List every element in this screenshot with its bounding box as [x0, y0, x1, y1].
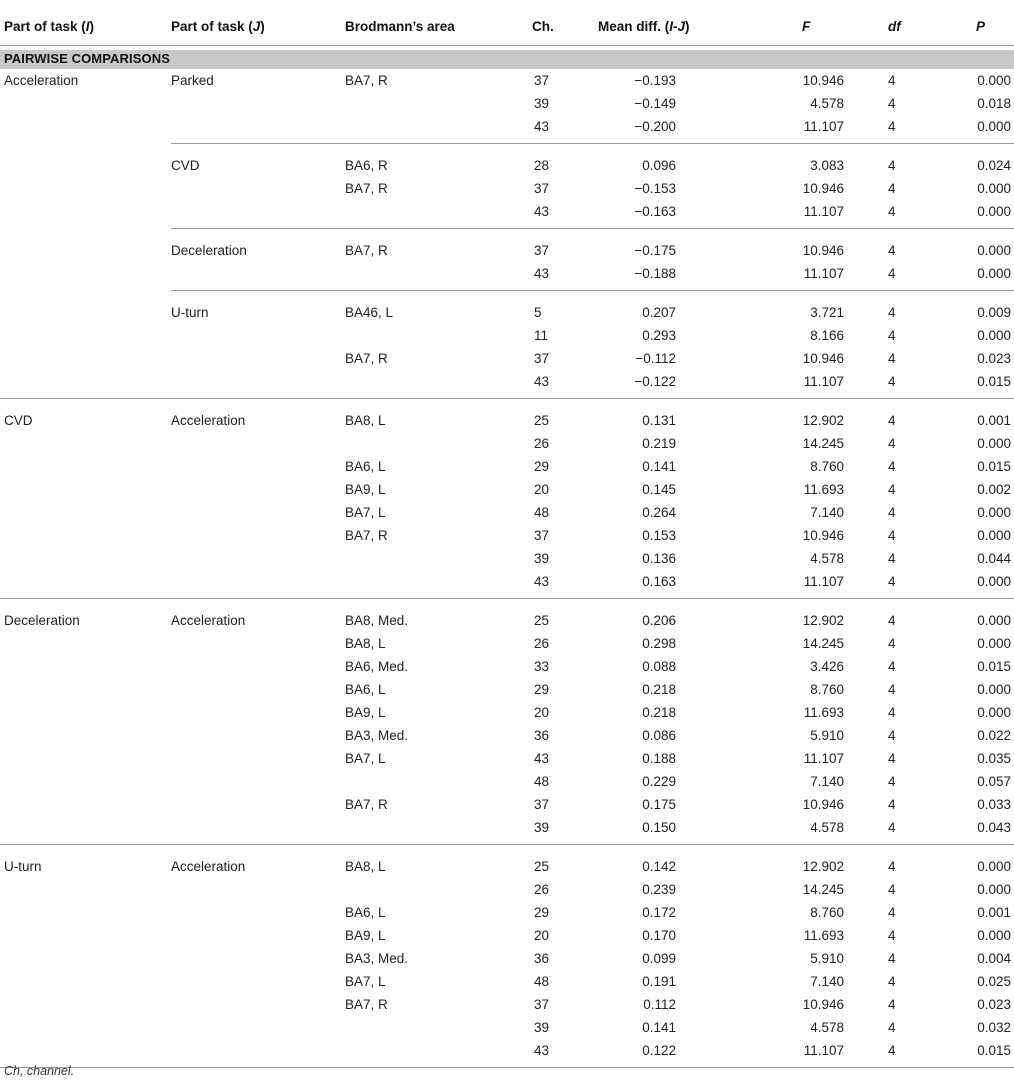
cell-df: 4	[888, 305, 896, 320]
header-brodmann-area: Brodmann’s area	[345, 19, 455, 34]
cell-brodmann-area: BA6, L	[345, 682, 386, 697]
cell-p: 0.015	[977, 659, 1011, 674]
cell-channel: 25	[534, 613, 550, 628]
cell-df: 4	[888, 682, 896, 697]
cell-df: 4	[888, 413, 896, 428]
cell-mean-diff: −0.122	[634, 374, 676, 389]
cell-mean-diff: 0.136	[642, 551, 676, 566]
cell-brodmann-area: BA6, R	[345, 158, 388, 173]
cell-brodmann-area: BA7, L	[345, 505, 386, 520]
cell-mean-diff: 0.206	[642, 613, 676, 628]
cell-p: 0.000	[977, 505, 1011, 520]
cell-mean-diff: 0.142	[642, 859, 676, 874]
cell-mean-diff: −0.175	[634, 243, 676, 258]
section-band	[0, 50, 1014, 69]
cell-p: 0.000	[977, 119, 1011, 134]
cell-brodmann-area: BA7, R	[345, 73, 388, 88]
cell-brodmann-area: BA7, R	[345, 797, 388, 812]
cell-mean-diff: 0.141	[642, 459, 676, 474]
cell-brodmann-area: BA8, L	[345, 859, 386, 874]
cell-p: 0.000	[977, 613, 1011, 628]
cell-mean-diff: 0.096	[642, 158, 676, 173]
cell-f: 8.760	[810, 905, 844, 920]
cell-f: 5.910	[810, 951, 844, 966]
cell-p: 0.043	[977, 820, 1011, 835]
cell-df: 4	[888, 997, 896, 1012]
cell-mean-diff: 0.239	[642, 882, 676, 897]
cell-channel: 36	[534, 951, 550, 966]
cell-df: 4	[888, 820, 896, 835]
cell-df: 4	[888, 659, 896, 674]
cell-part-of-task-i: Acceleration	[4, 73, 79, 88]
cell-brodmann-area: BA8, L	[345, 636, 386, 651]
cell-part-of-task-j: CVD	[171, 158, 200, 173]
cell-brodmann-area: BA7, L	[345, 751, 386, 766]
cell-p: 0.000	[977, 574, 1011, 589]
cell-df: 4	[888, 73, 896, 88]
cell-f: 10.946	[802, 73, 844, 88]
cell-f: 4.578	[810, 820, 844, 835]
header-df: df	[888, 19, 901, 34]
cell-f: 4.578	[810, 551, 844, 566]
cell-channel: 37	[534, 181, 550, 196]
cell-mean-diff: 0.218	[642, 682, 676, 697]
cell-channel: 43	[534, 374, 550, 389]
cell-channel: 25	[534, 859, 550, 874]
cell-df: 4	[888, 951, 896, 966]
cell-p: 0.032	[977, 1020, 1011, 1035]
cell-brodmann-area: BA6, L	[345, 905, 386, 920]
cell-f: 10.946	[802, 997, 844, 1012]
cell-channel: 26	[534, 436, 550, 451]
cell-f: 11.107	[803, 119, 844, 134]
cell-mean-diff: 0.145	[642, 482, 676, 497]
cell-p: 0.000	[977, 682, 1011, 697]
cell-f: 11.107	[803, 266, 844, 281]
cell-p: 0.000	[977, 73, 1011, 88]
cell-channel: 36	[534, 728, 550, 743]
cell-channel: 28	[534, 158, 550, 173]
cell-part-of-task-j: Acceleration	[171, 859, 246, 874]
cell-mean-diff: 0.175	[642, 797, 676, 812]
cell-mean-diff: 0.293	[642, 328, 676, 343]
cell-df: 4	[888, 266, 896, 281]
cell-df: 4	[888, 613, 896, 628]
cell-channel: 48	[534, 774, 550, 789]
header-mean-diff: Mean diff. (I-J)	[598, 19, 690, 34]
cell-f: 11.693	[803, 482, 844, 497]
cell-channel: 11	[534, 328, 549, 343]
cell-mean-diff: 0.163	[642, 574, 676, 589]
cell-mean-diff: 0.219	[642, 436, 676, 451]
cell-f: 11.693	[803, 928, 844, 943]
cell-f: 4.578	[810, 96, 844, 111]
cell-channel: 26	[534, 636, 550, 651]
cell-channel: 37	[534, 797, 550, 812]
cell-channel: 43	[534, 751, 550, 766]
cell-df: 4	[888, 728, 896, 743]
group-rule	[0, 598, 1014, 599]
cell-brodmann-area: BA9, L	[345, 928, 386, 943]
cell-channel: 39	[534, 1020, 550, 1035]
cell-p: 0.024	[977, 158, 1011, 173]
cell-mean-diff: 0.141	[642, 1020, 676, 1035]
cell-p: 0.000	[977, 859, 1011, 874]
cell-channel: 43	[534, 1043, 550, 1058]
cell-channel: 25	[534, 413, 550, 428]
cell-f: 14.245	[802, 636, 844, 651]
cell-df: 4	[888, 797, 896, 812]
cell-df: 4	[888, 505, 896, 520]
cell-brodmann-area: BA3, Med.	[345, 951, 409, 966]
cell-p: 0.000	[977, 436, 1011, 451]
cell-f: 5.910	[810, 728, 844, 743]
cell-p: 0.023	[977, 351, 1011, 366]
cell-df: 4	[888, 328, 896, 343]
cell-part-of-task-i: U-turn	[4, 859, 42, 874]
cell-df: 4	[888, 636, 896, 651]
cell-part-of-task-i: Deceleration	[4, 613, 80, 628]
cell-mean-diff: 0.229	[642, 774, 676, 789]
cell-f: 10.946	[802, 351, 844, 366]
cell-f: 10.946	[802, 181, 844, 196]
cell-p: 0.044	[977, 551, 1011, 566]
cell-f: 7.140	[810, 505, 844, 520]
cell-brodmann-area: BA7, R	[345, 351, 388, 366]
cell-p: 0.025	[977, 974, 1011, 989]
cell-p: 0.000	[977, 528, 1011, 543]
cell-brodmann-area: BA7, L	[345, 974, 386, 989]
cell-mean-diff: 0.172	[642, 905, 676, 920]
cell-p: 0.057	[977, 774, 1011, 789]
cell-df: 4	[888, 528, 896, 543]
cell-channel: 37	[534, 243, 550, 258]
header-part-of-task-i: Part of task (I)	[4, 19, 95, 34]
cell-channel: 29	[534, 459, 550, 474]
cell-mean-diff: 0.086	[642, 728, 676, 743]
cell-brodmann-area: BA7, R	[345, 181, 388, 196]
cell-f: 11.107	[803, 751, 844, 766]
cell-p: 0.035	[977, 751, 1011, 766]
cell-f: 14.245	[802, 436, 844, 451]
cell-p: 0.022	[977, 728, 1011, 743]
cell-mean-diff: 0.150	[642, 820, 676, 835]
cell-df: 4	[888, 859, 896, 874]
cell-channel: 20	[534, 928, 550, 943]
cell-part-of-task-j: Acceleration	[171, 413, 246, 428]
cell-channel: 48	[534, 505, 550, 520]
cell-part-of-task-j: U-turn	[171, 305, 209, 320]
cell-df: 4	[888, 882, 896, 897]
cell-brodmann-area: BA6, L	[345, 459, 386, 474]
cell-f: 7.140	[810, 974, 844, 989]
cell-channel: 37	[534, 351, 550, 366]
cell-f: 8.166	[810, 328, 844, 343]
cell-channel: 43	[534, 266, 550, 281]
cell-p: 0.000	[977, 204, 1011, 219]
cell-part-of-task-i: CVD	[4, 413, 33, 428]
cell-p: 0.002	[977, 482, 1011, 497]
cell-p: 0.004	[977, 951, 1011, 966]
subgroup-rule	[171, 228, 1014, 229]
cell-f: 14.245	[802, 882, 844, 897]
cell-channel: 26	[534, 882, 550, 897]
cell-df: 4	[888, 243, 896, 258]
cell-f: 8.760	[810, 459, 844, 474]
cell-mean-diff: −0.153	[634, 181, 676, 196]
cell-f: 12.902	[802, 613, 844, 628]
cell-p: 0.018	[977, 96, 1011, 111]
subgroup-rule	[171, 143, 1014, 144]
cell-mean-diff: −0.188	[634, 266, 676, 281]
cell-mean-diff: 0.218	[642, 705, 676, 720]
header-f: F	[802, 19, 811, 34]
cell-p: 0.001	[977, 905, 1011, 920]
cell-channel: 5	[534, 305, 542, 320]
cell-brodmann-area: BA8, Med.	[345, 613, 409, 628]
cell-f: 3.426	[810, 659, 844, 674]
cell-channel: 39	[534, 820, 550, 835]
cell-channel: 29	[534, 905, 550, 920]
cell-channel: 37	[534, 528, 550, 543]
header-rule	[0, 45, 1014, 46]
cell-mean-diff: 0.298	[642, 636, 676, 651]
cell-part-of-task-j: Parked	[171, 73, 214, 88]
cell-channel: 20	[534, 705, 550, 720]
cell-brodmann-area: BA6, Med.	[345, 659, 409, 674]
table-footnote: Ch, channel.	[4, 1064, 75, 1078]
cell-mean-diff: 0.264	[642, 505, 676, 520]
cell-mean-diff: 0.088	[642, 659, 676, 674]
cell-mean-diff: 0.170	[642, 928, 676, 943]
cell-f: 4.578	[810, 1020, 844, 1035]
cell-p: 0.000	[977, 705, 1011, 720]
cell-mean-diff: 0.153	[642, 528, 676, 543]
cell-p: 0.000	[977, 928, 1011, 943]
cell-p: 0.000	[977, 328, 1011, 343]
header-p: P	[976, 19, 986, 34]
cell-mean-diff: −0.112	[635, 351, 676, 366]
cell-channel: 43	[534, 574, 550, 589]
cell-brodmann-area: BA9, L	[345, 705, 386, 720]
cell-df: 4	[888, 574, 896, 589]
cell-df: 4	[888, 482, 896, 497]
section-label: PAIRWISE COMPARISONS	[4, 51, 170, 66]
table-bottom-rule	[0, 1067, 1014, 1068]
cell-f: 10.946	[802, 243, 844, 258]
cell-p: 0.001	[977, 413, 1011, 428]
cell-f: 12.902	[802, 413, 844, 428]
cell-p: 0.015	[977, 374, 1011, 389]
cell-df: 4	[888, 905, 896, 920]
cell-df: 4	[888, 374, 896, 389]
cell-p: 0.000	[977, 882, 1011, 897]
cell-f: 7.140	[810, 774, 844, 789]
cell-f: 3.721	[810, 305, 844, 320]
cell-f: 8.760	[810, 682, 844, 697]
cell-channel: 43	[534, 119, 550, 134]
cell-df: 4	[888, 974, 896, 989]
cell-f: 11.107	[803, 574, 844, 589]
header-part-of-task-j: Part of task (J)	[171, 19, 265, 34]
cell-f: 11.107	[803, 204, 844, 219]
cell-brodmann-area: BA8, L	[345, 413, 386, 428]
subgroup-rule	[171, 290, 1014, 291]
cell-brodmann-area: BA3, Med.	[345, 728, 409, 743]
cell-df: 4	[888, 705, 896, 720]
group-rule	[0, 398, 1014, 399]
cell-p: 0.000	[977, 243, 1011, 258]
cell-f: 11.107	[803, 374, 844, 389]
cell-brodmann-area: BA7, R	[345, 997, 388, 1012]
cell-channel: 43	[534, 204, 550, 219]
cell-df: 4	[888, 551, 896, 566]
cell-mean-diff: 0.191	[642, 974, 676, 989]
cell-p: 0.015	[977, 459, 1011, 474]
cell-brodmann-area: BA9, L	[345, 482, 386, 497]
cell-mean-diff: −0.149	[634, 96, 676, 111]
cell-df: 4	[888, 436, 896, 451]
cell-mean-diff: 0.122	[642, 1043, 676, 1058]
cell-p: 0.000	[977, 266, 1011, 281]
cell-p: 0.009	[977, 305, 1011, 320]
cell-mean-diff: −0.193	[634, 73, 676, 88]
cell-f: 10.946	[802, 797, 844, 812]
cell-df: 4	[888, 96, 896, 111]
cell-mean-diff: 0.112	[643, 997, 676, 1012]
header-channel: Ch.	[532, 19, 554, 34]
cell-f: 11.693	[803, 705, 844, 720]
cell-df: 4	[888, 1020, 896, 1035]
cell-f: 12.902	[802, 859, 844, 874]
cell-df: 4	[888, 204, 896, 219]
cell-f: 10.946	[802, 528, 844, 543]
cell-channel: 39	[534, 96, 550, 111]
cell-p: 0.023	[977, 997, 1011, 1012]
cell-df: 4	[888, 351, 896, 366]
cell-channel: 39	[534, 551, 550, 566]
cell-p: 0.033	[977, 797, 1011, 812]
cell-channel: 20	[534, 482, 550, 497]
cell-mean-diff: 0.099	[642, 951, 676, 966]
cell-mean-diff: 0.131	[642, 413, 676, 428]
cell-mean-diff: −0.163	[634, 204, 676, 219]
cell-p: 0.000	[977, 181, 1011, 196]
cell-channel: 33	[534, 659, 550, 674]
cell-part-of-task-j: Acceleration	[171, 613, 246, 628]
cell-df: 4	[888, 928, 896, 943]
cell-brodmann-area: BA7, R	[345, 528, 388, 543]
cell-brodmann-area: BA46, L	[345, 305, 394, 320]
cell-part-of-task-j: Deceleration	[171, 243, 247, 258]
cell-df: 4	[888, 774, 896, 789]
cell-mean-diff: 0.188	[642, 751, 676, 766]
cell-channel: 37	[534, 73, 550, 88]
cell-df: 4	[888, 1043, 896, 1058]
cell-df: 4	[888, 181, 896, 196]
cell-brodmann-area: BA7, R	[345, 243, 388, 258]
cell-channel: 29	[534, 682, 550, 697]
cell-p: 0.000	[977, 636, 1011, 651]
cell-df: 4	[888, 459, 896, 474]
cell-channel: 48	[534, 974, 550, 989]
cell-df: 4	[888, 119, 896, 134]
cell-mean-diff: 0.207	[642, 305, 676, 320]
cell-f: 11.107	[803, 1043, 844, 1058]
cell-df: 4	[888, 751, 896, 766]
cell-df: 4	[888, 158, 896, 173]
cell-p: 0.015	[977, 1043, 1011, 1058]
cell-channel: 37	[534, 997, 550, 1012]
group-rule	[0, 844, 1014, 845]
cell-f: 3.083	[810, 158, 844, 173]
cell-mean-diff: −0.200	[634, 119, 676, 134]
